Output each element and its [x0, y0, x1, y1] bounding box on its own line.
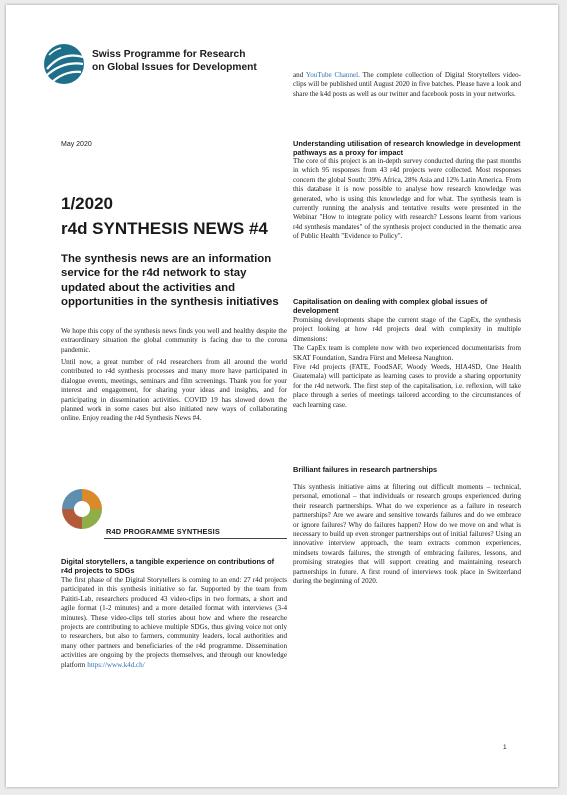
page-subtitle: The synthesis news are an information service for the r4d network to stay updated about the activities and opportunities in the synthesis initiatives — [61, 253, 279, 309]
storytellers-text: The first phase of the Digital Storytellers is coming to an end: 27 r4d projects participated in this synthesis initiative so far. Supported by the team from Paititi-Lab, researchers produced 43 video-clips in two formats, a short and agile format (1-2 minutes) and a more detailed format with interviews (3-4 minutes). These video-clips tell stories about how and where the researche projects are contributing to achieve multiple SDGs, thus giving voice not only to researchers, but also to farmers, community leaders, local authorities and many other partners and beneficiaries of the r4d programme. Dissemination activities are ongoing by the projects themselves, and through our knowledge platform — [61, 576, 287, 669]
programme-divider — [104, 538, 287, 539]
document-page — [6, 5, 558, 787]
capitalisation-body-2: The CapEx team is complete now with two experienced documentarists from SKAT Foundation, Sandra Fürst and Meleesa Naughton. — [293, 344, 521, 362]
capitalisation-body-1: Promising developments shape the current stage of the CapEx, the synthesis project looking at how r4d projects deal with complexity in multiple dimensions: — [293, 316, 521, 343]
organisation-name — [92, 49, 292, 74]
failures-body: This synthesis initiative aims at filtering out difficult moments – technical, personal, emotional – that individuals or research groups experienced during their research partnerships. What do we experience as a failure in research partnerships? Are we aware and sensitive towards failures and do we embrace or ignore failures? Why do failures happen? How do we move on and what is necessary to build up even stronger partnerships out of initial failures? Using an innovative interview approach, the team extracts common experiences, mindsets towards failures, the strength of embracing failures, lessons, and promising strategies that will support creating and maintaining research partnerships in future. A first round of interviews took place in Switzerland during the beginning of 2020. — [293, 483, 521, 586]
capitalisation-body-3: Five r4d projects (FATE, FoodSAF, Woody Weeds, HIA4SD, One Health Guatemala) will participate as learning cases to provide a sharing opportunity for the r4d network. The first step of the capitalisation, i.e. reflexion, will take place through a series of meetings tailored according to the circumstances of each learning case. — [293, 363, 521, 409]
storytellers-heading: Digital storytellers, a tangible experience on contributions of r4d projects to SDGs — [61, 557, 275, 576]
page-title: r4d SYNTHESIS NEWS #4 — [61, 219, 268, 238]
r4d-programme-logo — [61, 488, 103, 530]
intro-paragraph-1: We hope this copy of the synthesis news finds you well and healthy despite the extraordinary situation the global community is facing due to the corona pandemic. — [61, 327, 287, 354]
knowledge-body: The core of this project is an in-depth survey conducted during the past months in which 95 responses from 43 r4d projects were collected. Most responses concern the global South: 39% Africa, 28% Asia and 12% Latin America. From this database it is now possible to analyse how research knowledge was generated, who is using this knowledge and for what. The synthesis team is currently running the analysis and tentative results were presented in the Webinar "How to integrate policy with research? Lessons learnt from various r4d synthesis mandates" of the synthesis project conducted in the thematic area of Public Health "Evidence to Policy". — [293, 157, 521, 241]
capitalisation-body — [293, 316, 521, 410]
storytellers-cont-text: . The complete collection of Digital Storytellers video-clips will be published until August 2020 in five batches. Please have a look and share the k4d posts as well as our twitter and facebook posts in your networks. — [293, 71, 522, 98]
storytellers-body — [61, 576, 287, 670]
storytellers-cont-pre: and — [293, 71, 304, 79]
k4d-link[interactable]: https://www.k4d.ch/ — [87, 660, 145, 669]
programme-label: R4D PROGRAMME SYNTHESIS — [106, 527, 220, 536]
youtube-channel-link[interactable]: YouTube Channel — [305, 71, 359, 79]
issue-date: May 2020 — [61, 141, 92, 148]
issue-number: 1/2020 — [61, 194, 113, 213]
storytellers-continuation — [293, 71, 521, 99]
org-line-1: Swiss Programme for Research — [92, 49, 246, 60]
knowledge-heading: Understanding utilisation of research knowledge in development pathways as a proxy for impact — [293, 139, 521, 158]
intro-paragraph-2: Until now, a great number of r4d researchers from all around the world contributed to r4d synthesis processes and many more have participated in dialogue events, meetings, seminars and film screenings. Thank you for your interest and engagement, for sharing your ideas and insights, and for participating in dissemination activities. COVID 19 has slowed down the planned work in some cases but also initiated new ways of collaborating online. Enjoy reading the r4d Synthesis News #4. — [61, 358, 287, 423]
page-number: 1 — [503, 744, 507, 751]
org-line-2: on Global Issues for Development — [92, 61, 257, 73]
snsf-globe-logo — [43, 43, 85, 85]
failures-heading: Brilliant failures in research partnerships — [293, 465, 438, 474]
capitalisation-heading: Capitalisation on dealing with complex global issues of development — [293, 297, 488, 316]
